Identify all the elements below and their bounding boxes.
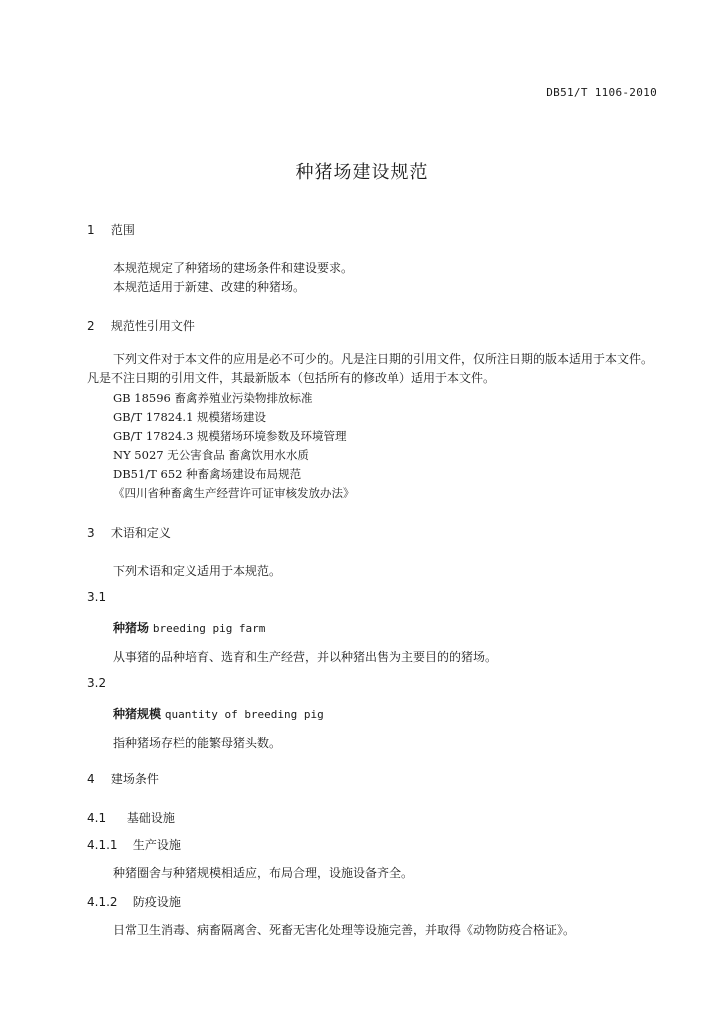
subsection-heading-4-1	[87, 809, 175, 826]
page-title: 种猪场建设规范	[295, 162, 429, 183]
section-title: 防疫设施	[132, 895, 181, 909]
reference-item: GB 18596 畜禽养殖业污染物排放标准	[113, 391, 313, 405]
reference-item: 《四川省种畜禽生产经营许可证审核发放办法》	[113, 486, 355, 500]
subsection-heading-4-1-1	[87, 836, 181, 853]
section-number: 1	[87, 223, 95, 237]
term-number: 3.2	[87, 676, 107, 690]
document-code: DB51/T 1106-2010	[546, 86, 657, 99]
section-number: 4.1.1	[87, 838, 118, 852]
section-number: 4.1.2	[87, 895, 118, 909]
paragraph: 下列文件对于本文件的应用是必不可少的。凡是注日期的引用文件，仅所注日期的版本适用于本文件。凡是不注日期的引用文件，其最新版本（包括所有的修改单）适用于本文件。	[87, 352, 654, 385]
term-chinese: 种猪规模	[113, 707, 162, 721]
section-heading-1	[87, 221, 135, 238]
reference-item: GB/T 17824.1 规模猪场建设	[113, 410, 267, 424]
section-heading-3	[87, 524, 171, 541]
term-definition: 指种猪场存栏的能繁母猪头数。	[113, 736, 282, 750]
reference-item: NY 5027 无公害食品 畜禽饮用水水质	[113, 448, 309, 462]
section-title: 范围	[110, 223, 135, 237]
paragraph: 本规范规定了种猪场的建场条件和建设要求。	[113, 261, 354, 275]
reference-item: DB51/T 652 种畜禽场建设布局规范	[113, 467, 302, 481]
section-title: 基础设施	[126, 811, 175, 825]
term-english: quantity of breeding pig	[164, 708, 324, 721]
section-title: 建场条件	[110, 772, 159, 786]
term-english: breeding pig farm	[152, 622, 266, 635]
paragraph: 本规范适用于新建、改建的种猪场。	[113, 280, 306, 294]
paragraph: 种猪圈舍与种猪规模相适应，布局合理，设施设备齐全。	[113, 866, 414, 880]
section-number: 4	[87, 772, 95, 786]
reference-item: GB/T 17824.3 规模猪场环境参数及环境管理	[113, 429, 347, 443]
section-heading-2	[87, 317, 195, 334]
paragraph: 日常卫生消毒、病畜隔离舍、死畜无害化处理等设施完善，并取得《动物防疫合格证》。	[113, 923, 576, 937]
term-entry	[113, 705, 324, 722]
term-entry	[113, 619, 265, 636]
term-number: 3.1	[87, 590, 107, 604]
term-definition: 从事猪的品种培育、选育和生产经营，并以种猪出售为主要目的的猪场。	[113, 650, 498, 664]
paragraph: 下列术语和定义适用于本规范。	[113, 564, 282, 578]
section-title: 规范性引用文件	[110, 319, 195, 333]
term-chinese: 种猪场	[113, 621, 150, 635]
section-number: 3	[87, 526, 95, 540]
section-title: 生产设施	[132, 838, 181, 852]
section-number: 2	[87, 319, 95, 333]
section-title: 术语和定义	[110, 526, 171, 540]
subsection-heading-4-1-2	[87, 893, 181, 910]
section-number: 4.1	[87, 811, 107, 825]
section-heading-4	[87, 770, 159, 787]
